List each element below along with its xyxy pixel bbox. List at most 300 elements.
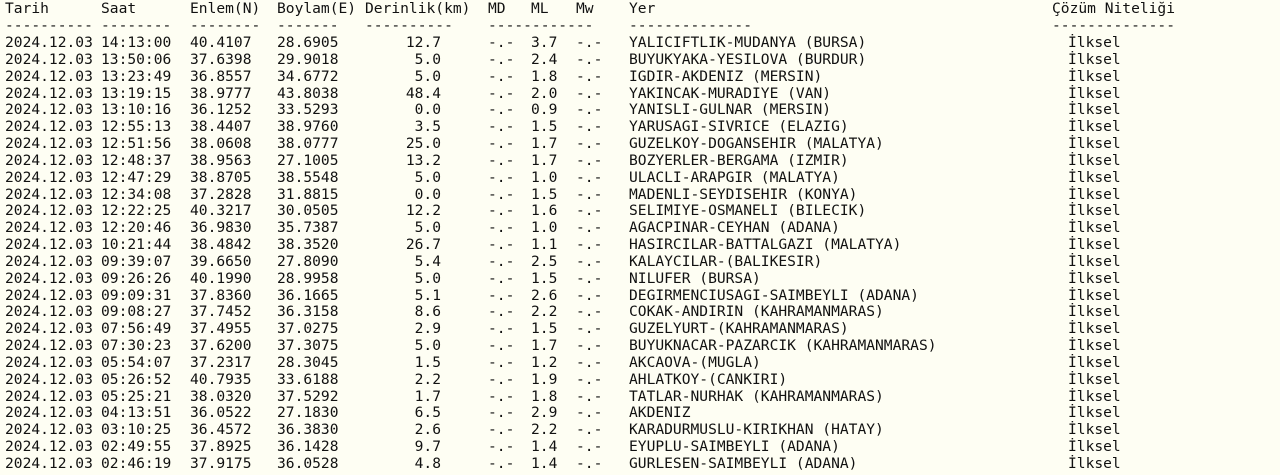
cell-depth: 0.0 — [414, 185, 441, 203]
cell-time: 12:22:25 — [101, 202, 172, 220]
cell-md: -.- — [488, 84, 515, 102]
cell-md: -.- — [488, 438, 515, 456]
cell-md: -.- — [488, 168, 515, 186]
cell-ml: 1.5 — [531, 320, 558, 338]
separator: ---------- — [365, 17, 453, 34]
cell-md: -.- — [488, 252, 515, 270]
table-row — [0, 169, 1280, 186]
cell-latitude: 37.6200 — [190, 337, 252, 355]
cell-longitude: 30.0505 — [277, 202, 339, 220]
cell-ml: 1.4 — [531, 438, 558, 456]
cell-solution: İlksel — [1068, 269, 1121, 287]
cell-place: BUYUKNACAR-PAZARCIK (KAHRAMANMARAS) — [629, 337, 937, 355]
cell-solution: İlksel — [1068, 50, 1121, 68]
cell-depth: 26.7 — [405, 236, 441, 254]
cell-longitude: 38.9760 — [277, 118, 339, 136]
separator: -------- — [101, 17, 172, 34]
cell-solution: İlksel — [1068, 252, 1121, 270]
cell-place: DEGIRMENCIUSAGI-SAIMBEYLI (ADANA) — [629, 286, 919, 304]
cell-ml: 2.0 — [531, 84, 558, 102]
cell-ml: 2.4 — [531, 50, 558, 68]
cell-md: -.- — [488, 421, 515, 439]
cell-place: AGACPINAR-CEYHAN (ADANA) — [629, 219, 840, 237]
cell-solution: İlksel — [1068, 320, 1121, 338]
header-time: Saat — [101, 0, 137, 17]
table-row — [0, 118, 1280, 135]
header-row — [0, 0, 1280, 17]
cell-date: 2024.12.03 — [5, 202, 93, 220]
cell-depth: 0.0 — [414, 101, 441, 119]
cell-time: 02:49:55 — [101, 438, 172, 456]
cell-mw: -.- — [576, 202, 603, 220]
cell-longitude: 37.5292 — [277, 387, 339, 405]
cell-depth: 2.2 — [414, 370, 441, 388]
cell-date: 2024.12.03 — [5, 320, 93, 338]
cell-time: 12:47:29 — [101, 168, 172, 186]
separator: -------- — [190, 17, 261, 34]
cell-ml: 1.4 — [531, 455, 558, 472]
cell-depth: 1.7 — [414, 387, 441, 405]
cell-place: YAKINCAK-MURADIYE (VAN) — [629, 84, 832, 102]
cell-date: 2024.12.03 — [5, 404, 93, 422]
cell-longitude: 36.0528 — [277, 455, 339, 472]
table-row — [0, 320, 1280, 337]
cell-longitude: 38.5548 — [277, 168, 339, 186]
cell-place: EYUPLU-SAIMBEYLI (ADANA) — [629, 438, 840, 456]
cell-latitude: 36.9830 — [190, 219, 252, 237]
cell-time: 09:09:31 — [101, 286, 172, 304]
cell-mw: -.- — [576, 135, 603, 153]
cell-ml: 3.7 — [531, 34, 558, 51]
cell-time: 05:26:52 — [101, 370, 172, 388]
cell-ml: 1.5 — [531, 269, 558, 287]
cell-longitude: 38.0777 — [277, 135, 339, 153]
cell-longitude: 35.7387 — [277, 219, 339, 237]
cell-place: NILUFER (BURSA) — [629, 269, 761, 287]
cell-md: -.- — [488, 118, 515, 136]
cell-place: AKCAOVA-(MUGLA) — [629, 353, 761, 371]
cell-place: ULACLI-ARAPGIR (MALATYA) — [629, 168, 840, 186]
cell-mw: -.- — [576, 185, 603, 203]
cell-latitude: 37.9175 — [190, 455, 252, 472]
cell-mw: -.- — [576, 151, 603, 169]
cell-place: KARADURMUSLU-KIRIKHAN (HATAY) — [629, 421, 884, 439]
cell-date: 2024.12.03 — [5, 438, 93, 456]
cell-solution: İlksel — [1068, 455, 1121, 472]
cell-ml: 1.7 — [531, 135, 558, 153]
cell-ml: 1.1 — [531, 236, 558, 254]
header-mw: Mw — [576, 0, 594, 17]
cell-date: 2024.12.03 — [5, 455, 93, 472]
cell-ml: 2.2 — [531, 303, 558, 321]
table-row — [0, 303, 1280, 320]
cell-place: KALAYCILAR-(BALIKESIR) — [629, 252, 823, 270]
cell-depth: 1.5 — [414, 353, 441, 371]
cell-place: GUZELYURT-(KAHRAMANMARAS) — [629, 320, 849, 338]
cell-date: 2024.12.03 — [5, 151, 93, 169]
cell-longitude: 36.1665 — [277, 286, 339, 304]
cell-longitude: 27.1830 — [277, 404, 339, 422]
cell-time: 07:56:49 — [101, 320, 172, 338]
header-place: Yer — [629, 0, 656, 17]
cell-depth: 5.0 — [414, 168, 441, 186]
cell-depth: 4.8 — [414, 455, 441, 472]
cell-place: SELIMIYE-OSMANELI (BILECIK) — [629, 202, 867, 220]
cell-latitude: 37.4955 — [190, 320, 252, 338]
cell-latitude: 37.2828 — [190, 185, 252, 203]
cell-longitude: 43.8038 — [277, 84, 339, 102]
cell-md: -.- — [488, 337, 515, 355]
cell-longitude: 38.3520 — [277, 236, 339, 254]
cell-solution: İlksel — [1068, 438, 1121, 456]
cell-place: AHLATKOY-(CANKIRI) — [629, 370, 788, 388]
cell-mw: -.- — [576, 34, 603, 51]
cell-latitude: 39.6650 — [190, 252, 252, 270]
cell-mw: -.- — [576, 236, 603, 254]
cell-solution: İlksel — [1068, 202, 1121, 220]
cell-place: GURLESEN-SAIMBEYLI (ADANA) — [629, 455, 858, 472]
cell-solution: İlksel — [1068, 337, 1121, 355]
cell-date: 2024.12.03 — [5, 50, 93, 68]
cell-solution: İlksel — [1068, 168, 1121, 186]
cell-depth: 5.0 — [414, 50, 441, 68]
table-row — [0, 85, 1280, 102]
table-row — [0, 287, 1280, 304]
table-row — [0, 34, 1280, 51]
cell-place: YANISLI-GULNAR (MERSIN) — [629, 101, 832, 119]
table-row — [0, 202, 1280, 219]
cell-longitude: 27.8090 — [277, 252, 339, 270]
table-row — [0, 135, 1280, 152]
cell-mw: -.- — [576, 168, 603, 186]
cell-place: MADENLI-SEYDISEHIR (KONYA) — [629, 185, 858, 203]
cell-time: 07:30:23 — [101, 337, 172, 355]
cell-date: 2024.12.03 — [5, 84, 93, 102]
cell-mw: -.- — [576, 320, 603, 338]
cell-place: HASIRCILAR-BATTALGAZI (MALATYA) — [629, 236, 902, 254]
cell-solution: İlksel — [1068, 219, 1121, 237]
cell-solution: İlksel — [1068, 421, 1121, 439]
cell-date: 2024.12.03 — [5, 236, 93, 254]
cell-ml: 1.9 — [531, 370, 558, 388]
cell-latitude: 37.8360 — [190, 286, 252, 304]
cell-latitude: 38.4842 — [190, 236, 252, 254]
cell-date: 2024.12.03 — [5, 387, 93, 405]
cell-date: 2024.12.03 — [5, 67, 93, 85]
cell-time: 09:26:26 — [101, 269, 172, 287]
cell-date: 2024.12.03 — [5, 135, 93, 153]
cell-longitude: 28.3045 — [277, 353, 339, 371]
cell-solution: İlksel — [1068, 84, 1121, 102]
cell-time: 10:21:44 — [101, 236, 172, 254]
cell-time: 14:13:00 — [101, 34, 172, 51]
cell-time: 12:20:46 — [101, 219, 172, 237]
cell-md: -.- — [488, 50, 515, 68]
header-lat: Enlem(N) — [190, 0, 261, 17]
cell-place: BUYUKYAKA-YESILOVA (BURDUR) — [629, 50, 867, 68]
cell-time: 12:34:08 — [101, 185, 172, 203]
cell-depth: 3.5 — [414, 118, 441, 136]
cell-longitude: 36.1428 — [277, 438, 339, 456]
cell-depth: 25.0 — [405, 135, 441, 153]
cell-md: -.- — [488, 135, 515, 153]
cell-place: TATLAR-NURHAK (KAHRAMANMARAS) — [629, 387, 884, 405]
cell-depth: 9.7 — [414, 438, 441, 456]
cell-longitude: 28.9958 — [277, 269, 339, 287]
cell-depth: 12.2 — [405, 202, 441, 220]
cell-md: -.- — [488, 202, 515, 220]
cell-mw: -.- — [576, 67, 603, 85]
cell-longitude: 36.3830 — [277, 421, 339, 439]
cell-longitude: 33.6188 — [277, 370, 339, 388]
cell-latitude: 40.4107 — [190, 34, 252, 51]
cell-time: 13:50:06 — [101, 50, 172, 68]
cell-depth: 5.4 — [414, 252, 441, 270]
cell-md: -.- — [488, 219, 515, 237]
cell-time: 05:25:21 — [101, 387, 172, 405]
cell-latitude: 37.7452 — [190, 303, 252, 321]
table-row — [0, 51, 1280, 68]
cell-md: -.- — [488, 286, 515, 304]
cell-md: -.- — [488, 34, 515, 51]
cell-depth: 5.1 — [414, 286, 441, 304]
separator: ------- — [277, 17, 339, 34]
cell-time: 09:08:27 — [101, 303, 172, 321]
cell-solution: İlksel — [1068, 286, 1121, 304]
cell-ml: 2.2 — [531, 421, 558, 439]
table-row — [0, 253, 1280, 270]
table-row — [0, 337, 1280, 354]
table-row — [0, 371, 1280, 388]
cell-mw: -.- — [576, 286, 603, 304]
cell-mw: -.- — [576, 370, 603, 388]
cell-solution: İlksel — [1068, 135, 1121, 153]
cell-ml: 1.2 — [531, 353, 558, 371]
cell-longitude: 37.3075 — [277, 337, 339, 355]
cell-mw: -.- — [576, 438, 603, 456]
cell-date: 2024.12.03 — [5, 118, 93, 136]
cell-latitude: 37.6398 — [190, 50, 252, 68]
cell-time: 09:39:07 — [101, 252, 172, 270]
cell-latitude: 38.0608 — [190, 135, 252, 153]
cell-mw: -.- — [576, 118, 603, 136]
cell-latitude: 36.0522 — [190, 404, 252, 422]
separator-row — [0, 17, 1280, 34]
cell-md: -.- — [488, 320, 515, 338]
cell-solution: İlksel — [1068, 67, 1121, 85]
header-ml: ML — [531, 0, 549, 17]
cell-depth: 48.4 — [405, 84, 441, 102]
cell-mw: -.- — [576, 455, 603, 472]
table-row — [0, 186, 1280, 203]
cell-depth: 5.0 — [414, 269, 441, 287]
cell-date: 2024.12.03 — [5, 168, 93, 186]
table-row — [0, 455, 1280, 472]
header-lon: Boylam(E) — [277, 0, 357, 17]
cell-depth: 5.0 — [414, 219, 441, 237]
cell-longitude: 28.6905 — [277, 34, 339, 51]
cell-mw: -.- — [576, 387, 603, 405]
cell-latitude: 37.2317 — [190, 353, 252, 371]
table-row — [0, 152, 1280, 169]
cell-depth: 5.0 — [414, 337, 441, 355]
cell-date: 2024.12.03 — [5, 421, 93, 439]
separator: ------------ — [488, 17, 594, 34]
separator: -------------- — [629, 17, 753, 34]
cell-date: 2024.12.03 — [5, 219, 93, 237]
cell-mw: -.- — [576, 269, 603, 287]
cell-mw: -.- — [576, 50, 603, 68]
cell-date: 2024.12.03 — [5, 303, 93, 321]
cell-latitude: 36.4572 — [190, 421, 252, 439]
cell-solution: İlksel — [1068, 101, 1121, 119]
cell-time: 12:55:13 — [101, 118, 172, 136]
cell-place: AKDENIZ — [629, 404, 691, 422]
header-md: MD — [488, 0, 506, 17]
cell-mw: -.- — [576, 219, 603, 237]
cell-md: -.- — [488, 370, 515, 388]
cell-date: 2024.12.03 — [5, 252, 93, 270]
cell-time: 13:19:15 — [101, 84, 172, 102]
cell-date: 2024.12.03 — [5, 370, 93, 388]
table-row — [0, 421, 1280, 438]
cell-ml: 2.5 — [531, 252, 558, 270]
table-row — [0, 438, 1280, 455]
cell-mw: -.- — [576, 421, 603, 439]
cell-latitude: 38.0320 — [190, 387, 252, 405]
cell-latitude: 38.8705 — [190, 168, 252, 186]
cell-latitude: 37.8925 — [190, 438, 252, 456]
cell-mw: -.- — [576, 404, 603, 422]
cell-depth: 2.9 — [414, 320, 441, 338]
cell-solution: İlksel — [1068, 236, 1121, 254]
cell-ml: 1.6 — [531, 202, 558, 220]
cell-md: -.- — [488, 387, 515, 405]
cell-mw: -.- — [576, 303, 603, 321]
cell-time: 03:10:25 — [101, 421, 172, 439]
cell-ml: 1.5 — [531, 118, 558, 136]
cell-mw: -.- — [576, 84, 603, 102]
cell-date: 2024.12.03 — [5, 185, 93, 203]
cell-md: -.- — [488, 269, 515, 287]
cell-longitude: 27.1005 — [277, 151, 339, 169]
cell-longitude: 33.5293 — [277, 101, 339, 119]
cell-time: 13:10:16 — [101, 101, 172, 119]
cell-time: 12:48:37 — [101, 151, 172, 169]
table-row — [0, 236, 1280, 253]
cell-place: IGDIR-AKDENIZ (MERSIN) — [629, 67, 823, 85]
cell-time: 05:54:07 — [101, 353, 172, 371]
cell-longitude: 36.3158 — [277, 303, 339, 321]
cell-latitude: 38.9777 — [190, 84, 252, 102]
cell-solution: İlksel — [1068, 370, 1121, 388]
cell-md: -.- — [488, 185, 515, 203]
separator: ---------- — [5, 17, 93, 34]
cell-latitude: 36.1252 — [190, 101, 252, 119]
cell-depth: 8.6 — [414, 303, 441, 321]
cell-depth: 12.7 — [405, 34, 441, 51]
cell-solution: İlksel — [1068, 404, 1121, 422]
cell-solution: İlksel — [1068, 185, 1121, 203]
table-row — [0, 388, 1280, 405]
cell-date: 2024.12.03 — [5, 337, 93, 355]
cell-date: 2024.12.03 — [5, 353, 93, 371]
cell-time: 04:13:51 — [101, 404, 172, 422]
cell-md: -.- — [488, 151, 515, 169]
cell-solution: İlksel — [1068, 387, 1121, 405]
cell-solution: İlksel — [1068, 118, 1121, 136]
cell-place: YARUSAGI-SIVRICE (ELAZIG) — [629, 118, 849, 136]
table-row — [0, 101, 1280, 118]
cell-latitude: 40.3217 — [190, 202, 252, 220]
cell-solution: İlksel — [1068, 303, 1121, 321]
cell-time: 13:23:49 — [101, 67, 172, 85]
header-depth: Derinlik(km) — [365, 0, 471, 17]
cell-ml: 1.0 — [531, 168, 558, 186]
cell-date: 2024.12.03 — [5, 286, 93, 304]
cell-longitude: 29.9018 — [277, 50, 339, 68]
cell-date: 2024.12.03 — [5, 269, 93, 287]
cell-place: COKAK-ANDIRIN (KAHRAMANMARAS) — [629, 303, 884, 321]
cell-latitude: 40.7935 — [190, 370, 252, 388]
cell-ml: 1.7 — [531, 337, 558, 355]
cell-mw: -.- — [576, 101, 603, 119]
cell-ml: 2.6 — [531, 286, 558, 304]
cell-date: 2024.12.03 — [5, 101, 93, 119]
cell-mw: -.- — [576, 337, 603, 355]
cell-place: BOZYERLER-BERGAMA (IZMIR) — [629, 151, 849, 169]
table-row — [0, 404, 1280, 421]
header-solution: Çözüm Niteliği — [1052, 0, 1176, 17]
cell-latitude: 38.9563 — [190, 151, 252, 169]
cell-mw: -.- — [576, 353, 603, 371]
cell-ml: 1.8 — [531, 67, 558, 85]
cell-ml: 0.9 — [531, 101, 558, 119]
cell-ml: 1.7 — [531, 151, 558, 169]
cell-longitude: 34.6772 — [277, 67, 339, 85]
cell-depth: 6.5 — [414, 404, 441, 422]
cell-ml: 1.0 — [531, 219, 558, 237]
cell-solution: İlksel — [1068, 151, 1121, 169]
cell-ml: 1.8 — [531, 387, 558, 405]
table-row — [0, 354, 1280, 371]
cell-date: 2024.12.03 — [5, 34, 93, 51]
cell-depth: 13.2 — [405, 151, 441, 169]
cell-longitude: 31.8815 — [277, 185, 339, 203]
header-date: Tarih — [5, 0, 49, 17]
cell-solution: İlksel — [1068, 34, 1121, 51]
cell-solution: İlksel — [1068, 353, 1121, 371]
cell-place: YALICIFTLIK-MUDANYA (BURSA) — [629, 34, 867, 51]
cell-md: -.- — [488, 303, 515, 321]
cell-md: -.- — [488, 236, 515, 254]
cell-ml: 1.5 — [531, 185, 558, 203]
cell-depth: 5.0 — [414, 67, 441, 85]
cell-latitude: 40.1990 — [190, 269, 252, 287]
cell-ml: 2.9 — [531, 404, 558, 422]
table-row — [0, 68, 1280, 85]
cell-md: -.- — [488, 101, 515, 119]
cell-place: GUZELKOY-DOGANSEHIR (MALATYA) — [629, 135, 884, 153]
cell-mw: -.- — [576, 252, 603, 270]
cell-latitude: 38.4407 — [190, 118, 252, 136]
cell-md: -.- — [488, 353, 515, 371]
cell-md: -.- — [488, 404, 515, 422]
cell-latitude: 36.8557 — [190, 67, 252, 85]
cell-longitude: 37.0275 — [277, 320, 339, 338]
cell-md: -.- — [488, 67, 515, 85]
cell-depth: 2.6 — [414, 421, 441, 439]
